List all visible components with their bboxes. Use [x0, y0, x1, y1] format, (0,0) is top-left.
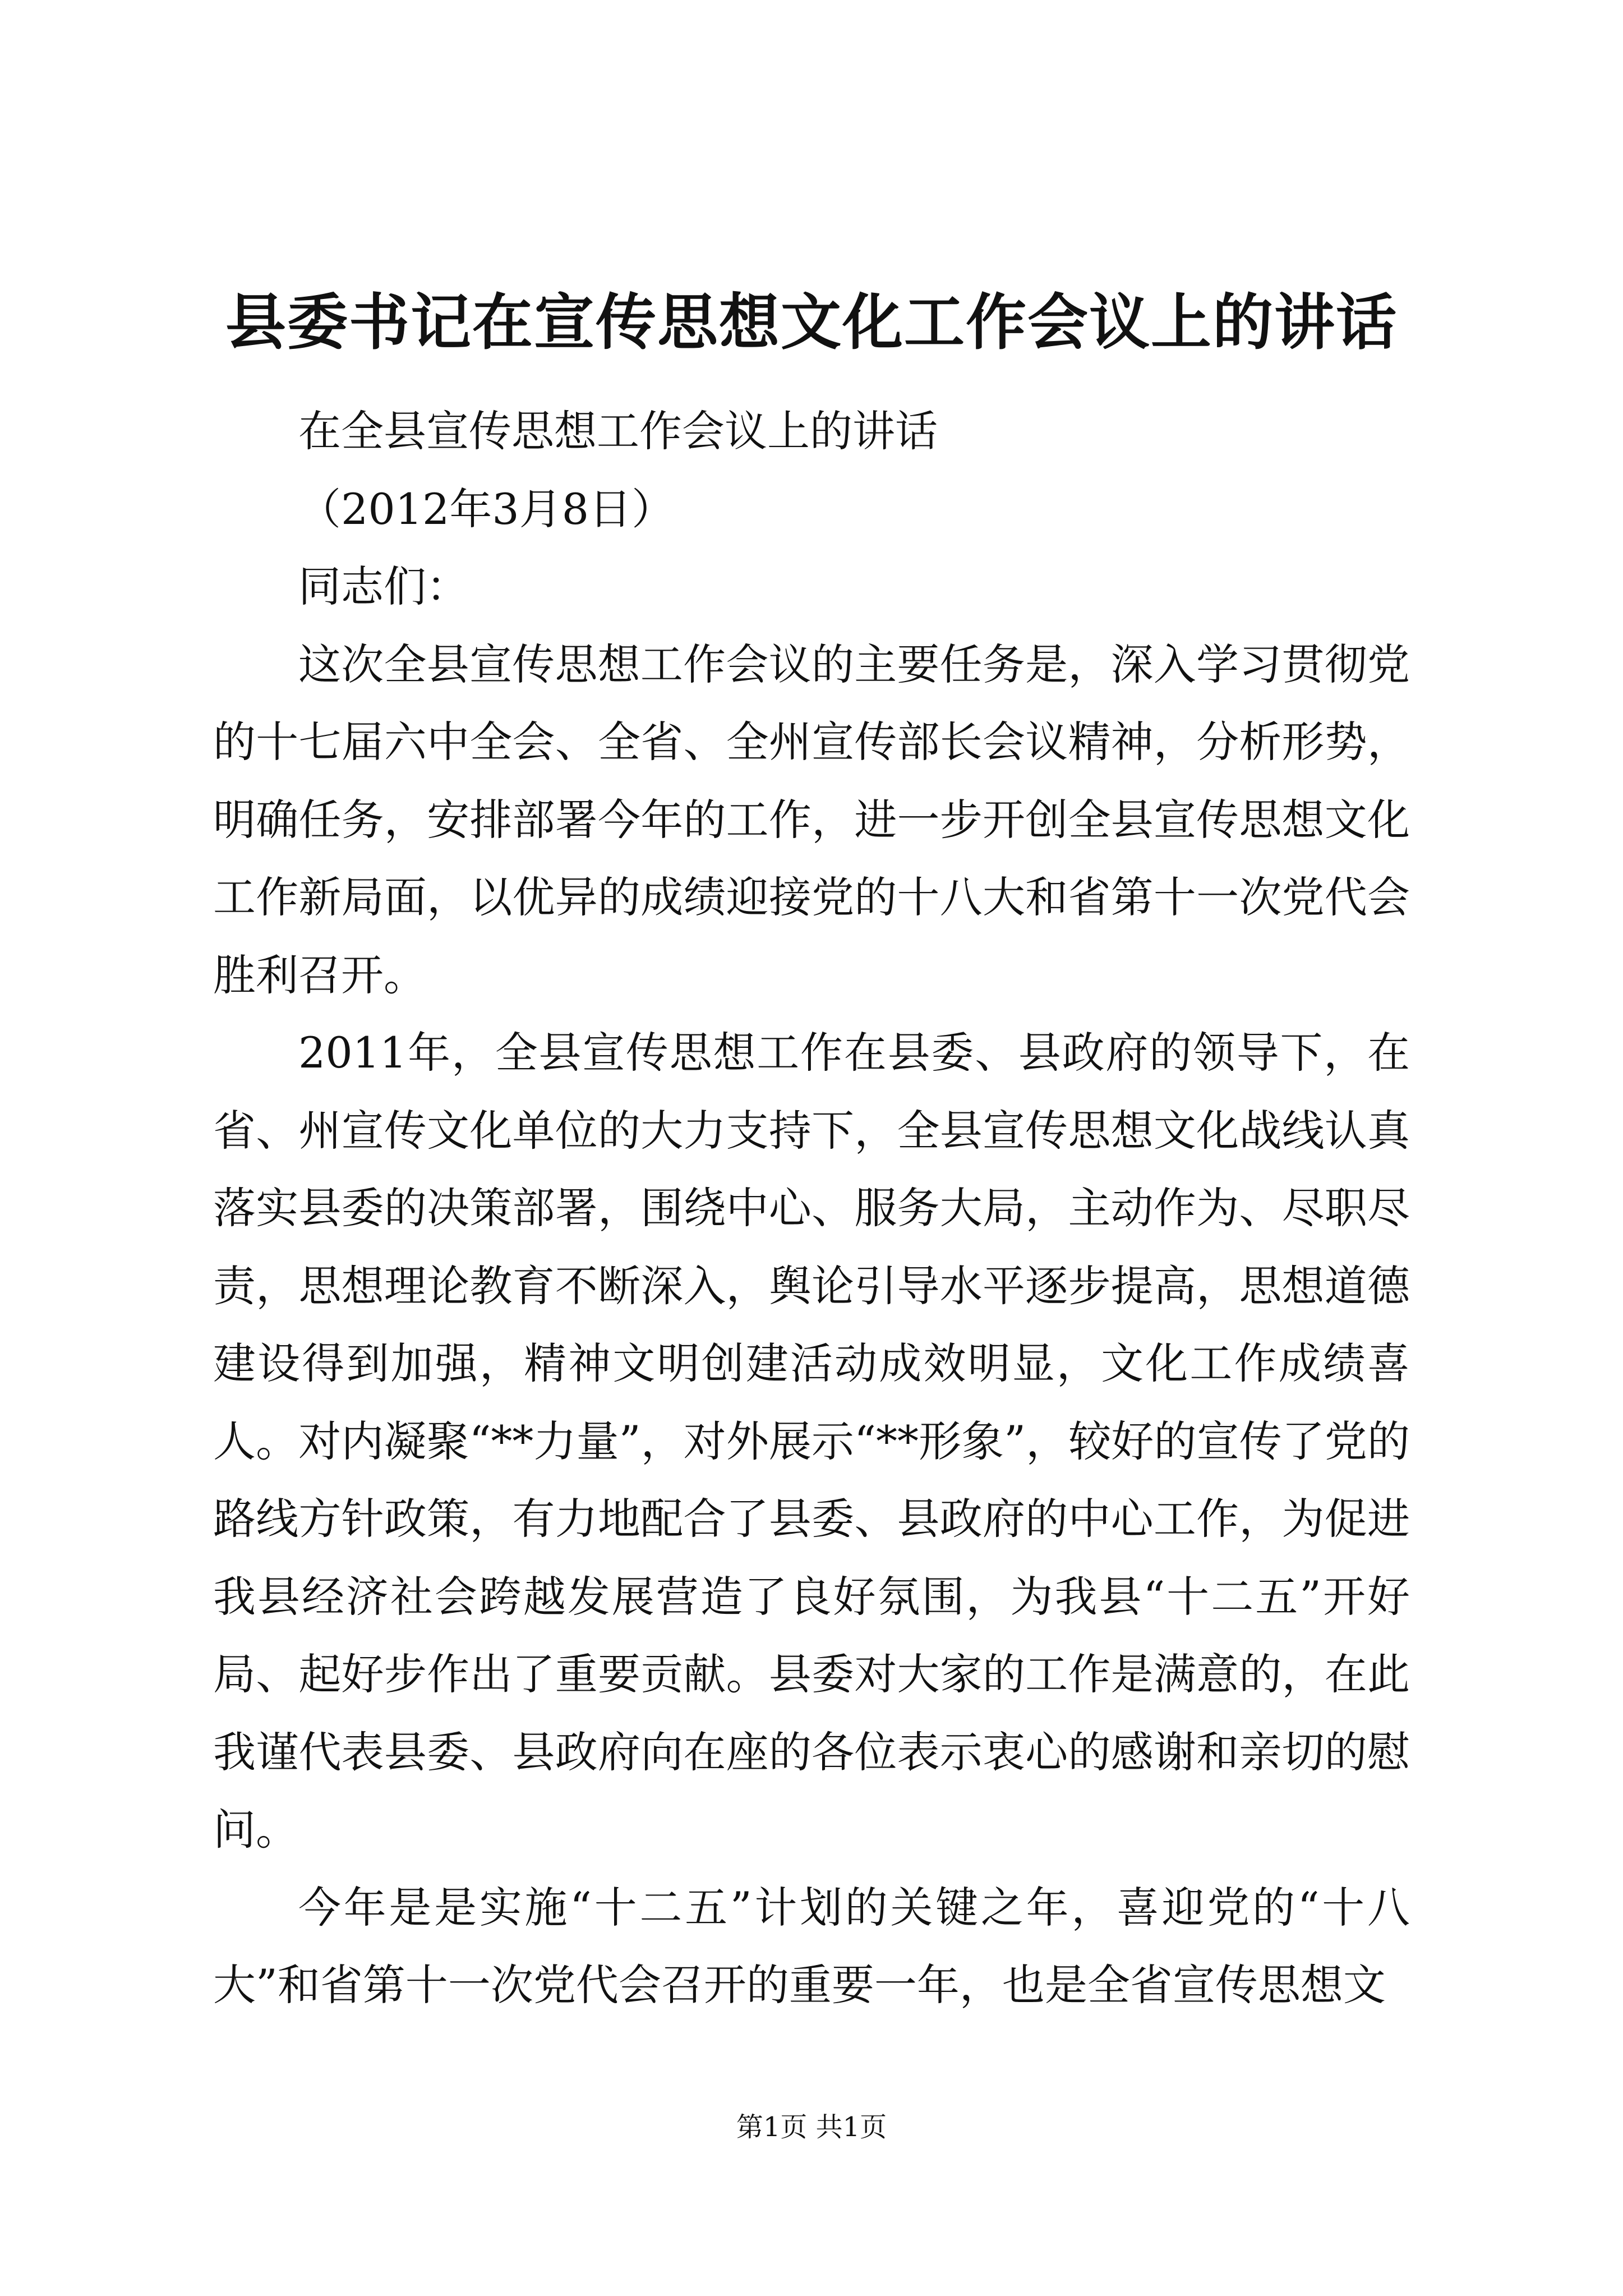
date-paragraph: （2012年3月8日）: [298, 484, 675, 534]
salutation-paragraph: 同志们：: [298, 562, 469, 611]
body-paragraph: 这次全县宣传思想工作会议的主要任务是，深入学习贯彻党的十七届六中全会、全省、全州宣传部长会议精神，分析形势，明确任务，安排部署今年的工作，进一步开创全县宣传思想文化工作新局面，以优异的成绩迎接党的十八大和省第十一次党代会胜利召开。: [213, 639, 1410, 1000]
document-title: 县委书记在宣传思想文化工作会议上的讲话: [225, 287, 1398, 358]
document-body: [213, 393, 1410, 2024]
body-paragraph: 今年是是实施“十二五”计划的关键之年，喜迎党的“十八大”和省第十一次党代会召开的重要一年，也是全省宣传思想文: [213, 1882, 1410, 2010]
subtitle-paragraph: 在全县宣传思想工作会议上的讲话: [298, 406, 938, 456]
page-footer: 第1页 共1页: [736, 2111, 887, 2143]
body-paragraph: 2011年，全县宣传思想工作在县委、县政府的领导下，在省、州宣传文化单位的大力支持下，全县宣传思想文化战线认真落实县委的决策部署，围绕中心、服务大局，主动作为、尽职尽责，思想理论教育不断深入，舆论引导水平逐步提高，思想道德建设得到加强，精神文明创建活动成效明显，文化工作成绩喜人。对内凝聚“**力量”，对外展示“**形象”，较好的宣传了党的路线方针政策，有力地配合了县委、县政府的中心工作，为促进我县经济社会跨越发展营造了良好氛围，为我县“十二五”开好局、起好步作出了重要贡献。县委对大家的工作是满意的，在此我谨代表县委、县政府向在座的各位表示衷心的感谢和亲切的慰问。: [213, 1028, 1410, 1855]
